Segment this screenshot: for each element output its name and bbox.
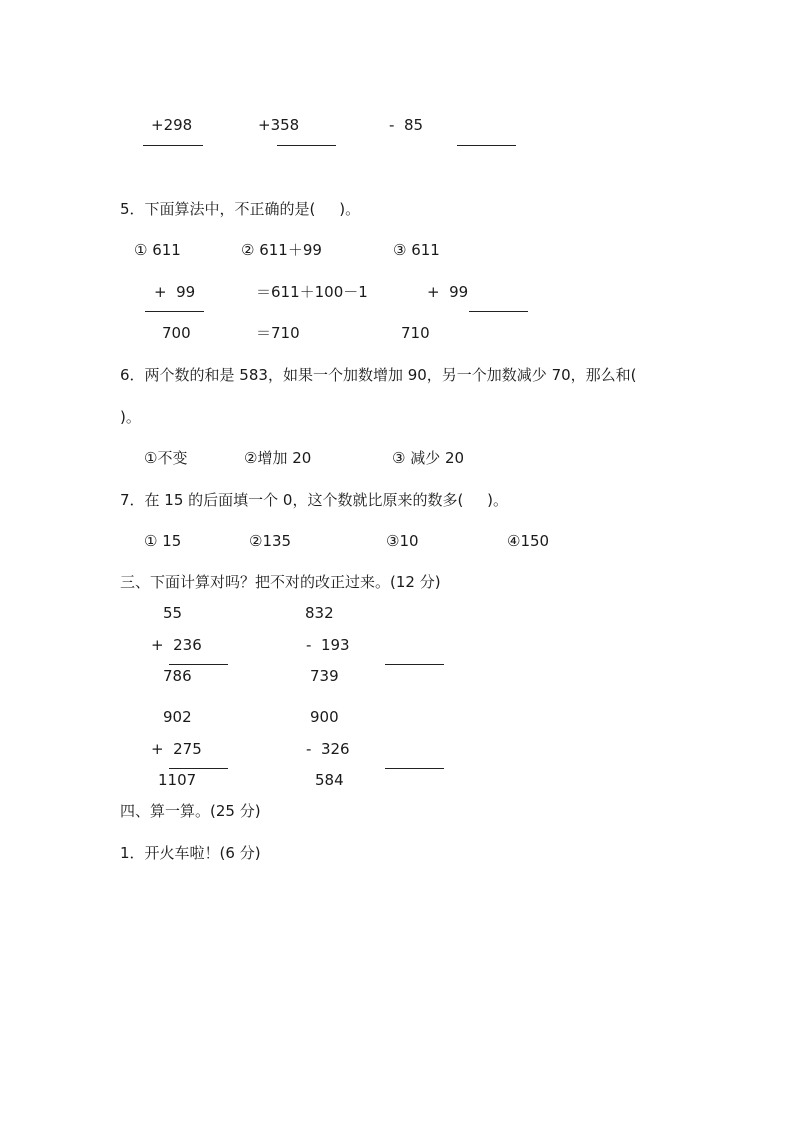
top-addend-358: +358 [258, 116, 300, 134]
s3-p3-result: 1107 [158, 771, 197, 789]
q6-option3: ③ 减少 20 [392, 449, 465, 467]
q5-option3-label: ③ 611 [393, 241, 440, 259]
top-underline-1 [143, 145, 203, 146]
top-underline-3 [457, 145, 516, 146]
q5-question: 5．下面算法中，不正确的是( )。 [120, 200, 361, 218]
q6-option1: ①不变 [144, 449, 188, 467]
q7-question: 7．在 15 的后面填一个 0，这个数就比原来的数多( )。 [120, 491, 509, 509]
q5-option1-result: 700 [162, 324, 191, 342]
q6-question-line2: )。 [120, 408, 141, 426]
section3-heading: 三、下面计算对吗？把不对的改正过来。(12 分) [120, 573, 441, 591]
q6-option2: ②增加 20 [244, 449, 312, 467]
q5-option3-result: 710 [401, 324, 430, 342]
s3-p3-operand: + 275 [151, 740, 202, 758]
s3-p3-top: 902 [163, 708, 192, 726]
q7-option3: ③10 [386, 532, 419, 550]
s3-p4-operand: - 326 [306, 740, 350, 758]
s3-p1-top: 55 [163, 604, 183, 622]
s3-p1-operand: + 236 [151, 636, 202, 654]
q5-option2-result: ＝710 [256, 324, 300, 342]
section4-heading: 四、算一算。(25 分) [120, 802, 261, 820]
q5-option1-underline [145, 311, 204, 312]
q5-option3-operand: + 99 [427, 283, 469, 301]
q7-option1: ① 15 [144, 532, 182, 550]
q6-question-line1: 6．两个数的和是 583，如果一个加数增加 90，另一个加数减少 70，那么和( [120, 366, 637, 384]
q5-option2-label: ② 611＋99 [241, 241, 322, 259]
s3-p2-top: 832 [305, 604, 334, 622]
s3-answer-line-2 [385, 768, 444, 769]
q5-option1-operand: + 99 [154, 283, 196, 301]
top-subtrahend-85: - 85 [389, 116, 424, 134]
s3-p4-result: 584 [315, 771, 344, 789]
section4-q1: 1．开火车啦！(6 分) [120, 844, 261, 862]
q7-option2: ②135 [249, 532, 292, 550]
s3-p2-operand: - 193 [306, 636, 350, 654]
top-addend-298: +298 [151, 116, 193, 134]
s3-p3-underline [169, 768, 228, 769]
s3-p2-result: 739 [310, 667, 339, 685]
s3-p1-underline [169, 664, 228, 665]
q7-option4: ④150 [507, 532, 550, 550]
top-underline-2 [277, 145, 336, 146]
s3-p1-result: 786 [163, 667, 192, 685]
s3-p4-top: 900 [310, 708, 339, 726]
q5-option2-step: ＝611＋100－1 [256, 283, 368, 301]
q5-option1-label: ① 611 [134, 241, 181, 259]
s3-answer-line-1 [385, 664, 444, 665]
q5-option3-underline [469, 311, 528, 312]
